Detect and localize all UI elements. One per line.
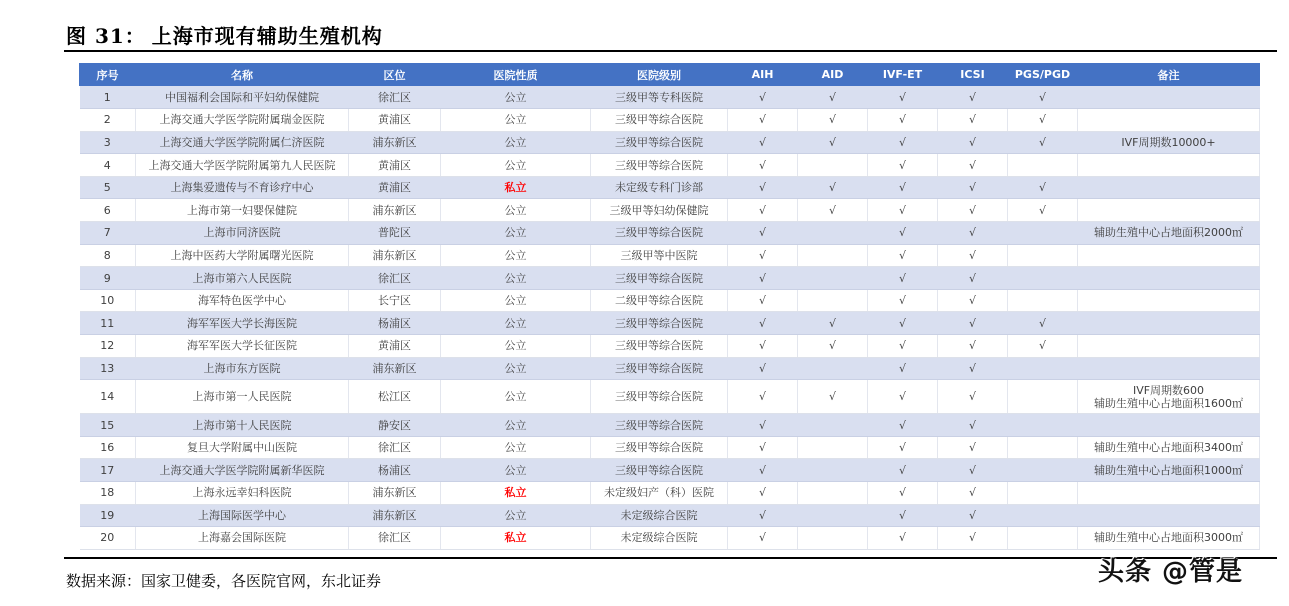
cell-row-number: 1 [80, 86, 136, 109]
note-line: 辅助生殖中心占地面积1000㎡ [1094, 463, 1243, 477]
cell-aid-check: √ [798, 86, 868, 109]
cell-row-number: 2 [80, 109, 136, 132]
cell-hospital-level: 三级甲等综合医院 [591, 109, 728, 132]
cell-aih-check: √ [728, 244, 798, 267]
cell-row-number: 12 [80, 335, 136, 358]
column-header-pgs-pgd: PGS/PGD [1008, 63, 1078, 86]
cell-icsi-check: √ [938, 335, 1008, 358]
cell-district: 黄浦区 [349, 154, 441, 177]
cell-ivf-et-check: √ [868, 267, 938, 290]
cell-ivf-et-check: √ [868, 154, 938, 177]
figure-title-text: 上海市现有辅助生殖机构 [151, 24, 383, 48]
cell-district: 徐汇区 [349, 436, 441, 459]
cell-district: 徐汇区 [349, 527, 441, 550]
cell-ivf-et-check: √ [868, 504, 938, 527]
cell-note [1078, 436, 1260, 459]
cell-row-number: 3 [80, 131, 136, 154]
cell-icsi-check: √ [938, 154, 1008, 177]
figure-number: 图 31： [66, 24, 146, 48]
cell-row-number: 15 [80, 414, 136, 437]
cell-aih-check: √ [728, 335, 798, 358]
watermark: 头条 @管是 [1098, 557, 1244, 587]
cell-pgs-pgd-check [1008, 482, 1078, 505]
cell-icsi-check: √ [938, 504, 1008, 527]
cell-aid-check [798, 436, 868, 459]
cell-pgs-pgd-check: √ [1008, 335, 1078, 358]
cell-hospital-name: 上海市第十人民医院 [136, 414, 349, 437]
cell-note [1078, 109, 1260, 132]
cell-aih-check: √ [728, 414, 798, 437]
cell-icsi-check: √ [938, 244, 1008, 267]
cell-aid-check [798, 289, 868, 312]
cell-district: 杨浦区 [349, 312, 441, 335]
cell-hospital-nature: 私立 [441, 482, 591, 505]
cell-district: 浦东新区 [349, 357, 441, 380]
table-row [80, 289, 1260, 312]
cell-hospital-nature: 公立 [441, 267, 591, 290]
cell-ivf-et-check: √ [868, 176, 938, 199]
cell-ivf-et-check: √ [868, 436, 938, 459]
cell-hospital-name: 上海中医药大学附属曙光医院 [136, 244, 349, 267]
cell-hospital-nature: 公立 [441, 131, 591, 154]
cell-aih-check: √ [728, 131, 798, 154]
cell-hospital-level: 三级甲等综合医院 [591, 267, 728, 290]
cell-hospital-name: 上海国际医学中心 [136, 504, 349, 527]
cell-aih-check: √ [728, 267, 798, 290]
table-row [80, 436, 1260, 459]
cell-aih-check: √ [728, 436, 798, 459]
cell-note [1078, 86, 1260, 109]
cell-hospital-name: 上海交通大学医学院附属新华医院 [136, 459, 349, 482]
cell-hospital-nature: 公立 [441, 154, 591, 177]
cell-pgs-pgd-check [1008, 527, 1078, 550]
cell-hospital-nature: 公立 [441, 222, 591, 245]
cell-aih-check: √ [728, 527, 798, 550]
cell-district: 浦东新区 [349, 199, 441, 222]
cell-aih-check: √ [728, 176, 798, 199]
cell-note [1078, 380, 1260, 414]
cell-ivf-et-check: √ [868, 312, 938, 335]
note-line: 辅助生殖中心占地面积3000㎡ [1094, 531, 1243, 545]
table-row [80, 154, 1260, 177]
cell-hospital-nature: 私立 [441, 527, 591, 550]
cell-aih-check: √ [728, 459, 798, 482]
note-line: 辅助生殖中心占地面积3400㎡ [1094, 441, 1243, 455]
figure-title [66, 20, 383, 49]
cell-aih-check: √ [728, 504, 798, 527]
cell-icsi-check: √ [938, 380, 1008, 414]
cell-hospital-level: 二级甲等综合医院 [591, 289, 728, 312]
cell-aih-check: √ [728, 289, 798, 312]
cell-row-number: 10 [80, 289, 136, 312]
cell-hospital-level: 三级甲等综合医院 [591, 312, 728, 335]
cell-icsi-check: √ [938, 357, 1008, 380]
column-header-icsi: ICSI [938, 63, 1008, 86]
cell-hospital-nature: 公立 [441, 459, 591, 482]
cell-hospital-level: 未定级妇产（科）医院 [591, 482, 728, 505]
cell-ivf-et-check: √ [868, 459, 938, 482]
cell-hospital-level: 三级甲等中医院 [591, 244, 728, 267]
cell-hospital-nature: 公立 [441, 504, 591, 527]
table-row [80, 380, 1260, 414]
cell-icsi-check: √ [938, 86, 1008, 109]
cell-aih-check: √ [728, 154, 798, 177]
cell-hospital-level: 三级甲等综合医院 [591, 357, 728, 380]
cell-aid-check [798, 267, 868, 290]
cell-aid-check [798, 482, 868, 505]
cell-ivf-et-check: √ [868, 109, 938, 132]
cell-hospital-level: 三级甲等综合医院 [591, 131, 728, 154]
cell-icsi-check: √ [938, 414, 1008, 437]
table-row [80, 222, 1260, 245]
table-row [80, 109, 1260, 132]
cell-district: 杨浦区 [349, 459, 441, 482]
cell-row-number: 14 [80, 380, 136, 414]
cell-hospital-level: 三级甲等专科医院 [591, 86, 728, 109]
cell-ivf-et-check: √ [868, 357, 938, 380]
cell-row-number: 11 [80, 312, 136, 335]
cell-note [1078, 414, 1260, 437]
column-header-no: 序号 [80, 63, 136, 86]
cell-hospital-name: 上海市第一人民医院 [136, 380, 349, 414]
cell-hospital-nature: 公立 [441, 436, 591, 459]
table-header-row [80, 63, 1260, 86]
cell-icsi-check: √ [938, 459, 1008, 482]
institutions-table [79, 63, 1260, 550]
note-line: IVF周期数600 [1132, 383, 1205, 397]
cell-hospital-nature: 公立 [441, 380, 591, 414]
cell-ivf-et-check: √ [868, 244, 938, 267]
cell-aid-check [798, 459, 868, 482]
cell-aih-check: √ [728, 312, 798, 335]
cell-aih-check: √ [728, 199, 798, 222]
cell-pgs-pgd-check: √ [1008, 109, 1078, 132]
table-row [80, 482, 1260, 505]
cell-row-number: 16 [80, 436, 136, 459]
cell-row-number: 20 [80, 527, 136, 550]
cell-note [1078, 199, 1260, 222]
table-row [80, 414, 1260, 437]
cell-pgs-pgd-check [1008, 357, 1078, 380]
bottom-rule-divider [64, 557, 1277, 559]
cell-pgs-pgd-check: √ [1008, 176, 1078, 199]
cell-hospital-name: 中国福利会国际和平妇幼保健院 [136, 86, 349, 109]
cell-hospital-name: 上海嘉会国际医院 [136, 527, 349, 550]
cell-row-number: 7 [80, 222, 136, 245]
cell-icsi-check: √ [938, 131, 1008, 154]
table-row [80, 527, 1260, 550]
cell-pgs-pgd-check [1008, 154, 1078, 177]
cell-pgs-pgd-check: √ [1008, 199, 1078, 222]
data-source-note: 数据来源：国家卫健委，各医院官网，东北证券 [66, 572, 382, 590]
cell-hospital-name: 上海交通大学医学院附属瑞金医院 [136, 109, 349, 132]
table-row [80, 357, 1260, 380]
cell-hospital-nature: 公立 [441, 414, 591, 437]
cell-row-number: 9 [80, 267, 136, 290]
cell-hospital-level: 三级甲等综合医院 [591, 414, 728, 437]
cell-pgs-pgd-check [1008, 222, 1078, 245]
cell-note [1078, 357, 1260, 380]
table-row [80, 131, 1260, 154]
table-row [80, 312, 1260, 335]
cell-pgs-pgd-check: √ [1008, 86, 1078, 109]
cell-hospital-nature: 公立 [441, 357, 591, 380]
column-header-district: 区位 [349, 63, 441, 86]
cell-aid-check: √ [798, 312, 868, 335]
cell-hospital-name: 海军特色医学中心 [136, 289, 349, 312]
cell-note [1078, 131, 1260, 154]
cell-aid-check: √ [798, 176, 868, 199]
cell-hospital-level: 三级甲等综合医院 [591, 335, 728, 358]
cell-hospital-name: 上海交通大学医学院附属第九人民医院 [136, 154, 349, 177]
cell-note [1078, 244, 1260, 267]
cell-pgs-pgd-check [1008, 459, 1078, 482]
cell-ivf-et-check: √ [868, 199, 938, 222]
cell-district: 松江区 [349, 380, 441, 414]
cell-aid-check [798, 244, 868, 267]
cell-hospital-name: 上海交通大学医学院附属仁济医院 [136, 131, 349, 154]
cell-icsi-check: √ [938, 289, 1008, 312]
cell-icsi-check: √ [938, 267, 1008, 290]
cell-row-number: 4 [80, 154, 136, 177]
cell-icsi-check: √ [938, 199, 1008, 222]
cell-hospital-nature: 公立 [441, 109, 591, 132]
table-row [80, 459, 1260, 482]
cell-district: 浦东新区 [349, 131, 441, 154]
cell-icsi-check: √ [938, 312, 1008, 335]
cell-pgs-pgd-check [1008, 289, 1078, 312]
cell-note [1078, 154, 1260, 177]
cell-aid-check [798, 222, 868, 245]
cell-icsi-check: √ [938, 222, 1008, 245]
cell-hospital-level: 未定级综合医院 [591, 504, 728, 527]
institutions-table-container [79, 63, 1259, 550]
cell-aid-check [798, 527, 868, 550]
cell-hospital-nature: 公立 [441, 312, 591, 335]
cell-ivf-et-check: √ [868, 380, 938, 414]
cell-note [1078, 335, 1260, 358]
note-line: 辅助生殖中心占地面积1600㎡ [1094, 396, 1243, 410]
cell-hospital-name: 上海集爱遗传与不育诊疗中心 [136, 176, 349, 199]
cell-hospital-nature: 公立 [441, 199, 591, 222]
table-row [80, 244, 1260, 267]
cell-note [1078, 459, 1260, 482]
cell-district: 黄浦区 [349, 109, 441, 132]
cell-ivf-et-check: √ [868, 527, 938, 550]
cell-hospital-level: 三级甲等综合医院 [591, 222, 728, 245]
table-row [80, 335, 1260, 358]
cell-ivf-et-check: √ [868, 222, 938, 245]
cell-hospital-name: 上海市第一妇婴保健院 [136, 199, 349, 222]
cell-note [1078, 222, 1260, 245]
cell-row-number: 19 [80, 504, 136, 527]
cell-aih-check: √ [728, 357, 798, 380]
cell-hospital-nature: 公立 [441, 86, 591, 109]
cell-note [1078, 482, 1260, 505]
cell-district: 浦东新区 [349, 482, 441, 505]
cell-pgs-pgd-check [1008, 267, 1078, 290]
cell-hospital-level: 三级甲等综合医院 [591, 154, 728, 177]
column-header-ivf-et: IVF-ET [868, 63, 938, 86]
cell-icsi-check: √ [938, 109, 1008, 132]
cell-pgs-pgd-check [1008, 380, 1078, 414]
cell-ivf-et-check: √ [868, 289, 938, 312]
cell-aid-check: √ [798, 335, 868, 358]
cell-hospital-name: 海军军医大学长海医院 [136, 312, 349, 335]
note-line: 辅助生殖中心占地面积2000㎡ [1094, 226, 1243, 240]
cell-aih-check: √ [728, 109, 798, 132]
cell-hospital-nature: 公立 [441, 335, 591, 358]
cell-hospital-level: 未定级专科门诊部 [591, 176, 728, 199]
note-line: IVF周期数10000+ [1121, 135, 1216, 149]
cell-ivf-et-check: √ [868, 414, 938, 437]
cell-ivf-et-check: √ [868, 335, 938, 358]
column-header-note: 备注 [1078, 63, 1260, 86]
cell-hospital-nature: 公立 [441, 289, 591, 312]
top-rule-divider [64, 50, 1277, 52]
cell-row-number: 18 [80, 482, 136, 505]
cell-district: 徐汇区 [349, 267, 441, 290]
cell-aid-check [798, 357, 868, 380]
table-row [80, 176, 1260, 199]
cell-district: 黄浦区 [349, 176, 441, 199]
cell-pgs-pgd-check [1008, 414, 1078, 437]
cell-aih-check: √ [728, 86, 798, 109]
cell-district: 静安区 [349, 414, 441, 437]
cell-hospital-name: 复旦大学附属中山医院 [136, 436, 349, 459]
cell-aid-check [798, 414, 868, 437]
cell-note [1078, 267, 1260, 290]
cell-note [1078, 176, 1260, 199]
cell-icsi-check: √ [938, 482, 1008, 505]
cell-hospital-name: 上海永远幸妇科医院 [136, 482, 349, 505]
table-row [80, 86, 1260, 109]
cell-aid-check: √ [798, 109, 868, 132]
cell-aid-check: √ [798, 131, 868, 154]
cell-pgs-pgd-check [1008, 244, 1078, 267]
cell-ivf-et-check: √ [868, 482, 938, 505]
cell-note [1078, 504, 1260, 527]
cell-aid-check [798, 504, 868, 527]
cell-hospital-level: 三级甲等综合医院 [591, 459, 728, 482]
cell-district: 浦东新区 [349, 504, 441, 527]
cell-row-number: 6 [80, 199, 136, 222]
cell-pgs-pgd-check: √ [1008, 131, 1078, 154]
cell-aid-check: √ [798, 380, 868, 414]
cell-hospital-level: 三级甲等综合医院 [591, 436, 728, 459]
cell-note [1078, 527, 1260, 550]
cell-row-number: 5 [80, 176, 136, 199]
cell-aih-check: √ [728, 222, 798, 245]
cell-pgs-pgd-check [1008, 436, 1078, 459]
cell-hospital-level: 未定级综合医院 [591, 527, 728, 550]
cell-pgs-pgd-check [1008, 504, 1078, 527]
cell-hospital-nature: 公立 [441, 244, 591, 267]
cell-pgs-pgd-check: √ [1008, 312, 1078, 335]
cell-district: 黄浦区 [349, 335, 441, 358]
cell-ivf-et-check: √ [868, 131, 938, 154]
cell-aih-check: √ [728, 482, 798, 505]
column-header-nature: 医院性质 [441, 63, 591, 86]
table-row [80, 504, 1260, 527]
table-row [80, 267, 1260, 290]
cell-icsi-check: √ [938, 527, 1008, 550]
cell-aid-check [798, 154, 868, 177]
cell-district: 浦东新区 [349, 244, 441, 267]
cell-note [1078, 289, 1260, 312]
cell-row-number: 17 [80, 459, 136, 482]
cell-note [1078, 312, 1260, 335]
cell-district: 普陀区 [349, 222, 441, 245]
cell-hospital-nature: 私立 [441, 176, 591, 199]
cell-ivf-et-check: √ [868, 86, 938, 109]
column-header-level: 医院级别 [591, 63, 728, 86]
cell-row-number: 8 [80, 244, 136, 267]
column-header-aid: AID [798, 63, 868, 86]
cell-icsi-check: √ [938, 436, 1008, 459]
cell-hospital-name: 上海市同济医院 [136, 222, 349, 245]
cell-aih-check: √ [728, 380, 798, 414]
cell-hospital-name: 上海市第六人民医院 [136, 267, 349, 290]
cell-hospital-name: 海军军医大学长征医院 [136, 335, 349, 358]
column-header-aih: AIH [728, 63, 798, 86]
cell-hospital-level: 三级甲等综合医院 [591, 380, 728, 414]
cell-hospital-level: 三级甲等妇幼保健院 [591, 199, 728, 222]
cell-row-number: 13 [80, 357, 136, 380]
cell-icsi-check: √ [938, 176, 1008, 199]
cell-district: 长宁区 [349, 289, 441, 312]
column-header-name: 名称 [136, 63, 349, 86]
cell-district: 徐汇区 [349, 86, 441, 109]
cell-hospital-name: 上海市东方医院 [136, 357, 349, 380]
table-row [80, 199, 1260, 222]
cell-aid-check: √ [798, 199, 868, 222]
